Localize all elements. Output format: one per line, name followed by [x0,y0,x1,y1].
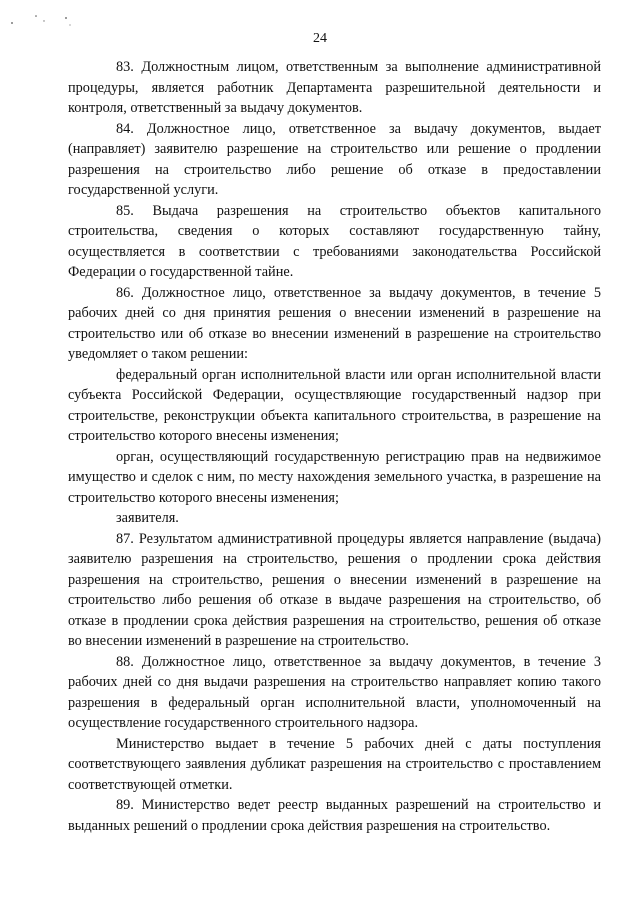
list-item-federal-authority: федеральный орган исполнительной власти или орган исполнительной власти субъекта Российской Федерации, осуществляющие государственный надзор при строительстве, реконструкции объекта капитального строительства, в разрешение на строительство которого внесены изменения; [68,366,601,444]
body-text [68,57,601,836]
page-number: 24 [313,31,327,46]
paragraph-85: 85. Выдача разрешения на строительство объектов капитального строительства, сведения о которых составляют государственную тайну, осуществляется в соответствии с требованиями законодательства Российской Федерации о государственной тайне. [68,202,601,280]
paragraph-83: 83. Должностным лицом, ответственным за выполнение административной процедуры, является работник Департамента разрешительной деятельности и контроля, ответственный за выдачу документов. [68,59,601,116]
paragraph-duplicate: Министерство выдает в течение 5 рабочих дней с даты поступления соответствующего заявления дубликат разрешения на строительство с проставлением соответствующей отметки. [68,735,601,793]
scan-specks [8,10,78,30]
list-item-applicant: заявителя. [116,510,179,526]
paragraph-86: 86. Должностное лицо, ответственное за выдачу документов, в течение 5 рабочих дней со дня принятия решения о внесении изменений в разрешение на строительство или об отказе во внесении изменений в разрешение на строительство уведомляет о таком решении: [68,284,601,362]
paragraph-89: 89. Министерство ведет реестр выданных разрешений на строительство и выданных решений о продлении срока действия разрешения на строительство. [68,797,601,834]
list-item-registration-authority: орган, осуществляющий государственную регистрацию прав на недвижимое имущество и сделок с ним, по месту нахождения земельного участка, в разрешение на строительство которого внесены изменения; [68,448,601,506]
paragraph-84: 84. Должностное лицо, ответственное за выдачу документов, выдает (направляет) заявителю разрешение на строительство или решение о продлении разрешения на строительство либо решение об отказе в предоставлении государственной услуги. [68,120,601,198]
paragraph-88: 88. Должностное лицо, ответственное за выдачу документов, в течение 3 рабочих дней со дня выдачи разрешения на строительство направляет копию такого разрешения в федеральный орган исполнительной власти, уполномоченный на осуществление государственного строительного надзора. [68,653,601,731]
paragraph-87: 87. Результатом административной процедуры является направление (выдача) заявителю разрешения на строительство, решения о продлении срока действия разрешения на строительство, решения о внесении изменений в разрешение на строительство либо решения об отказе в выдаче разрешения на строительство, об отказе в продлении срока действия разрешения на строительство, решения об отказе во внесении изменений в разрешение на строительство. [68,530,601,649]
